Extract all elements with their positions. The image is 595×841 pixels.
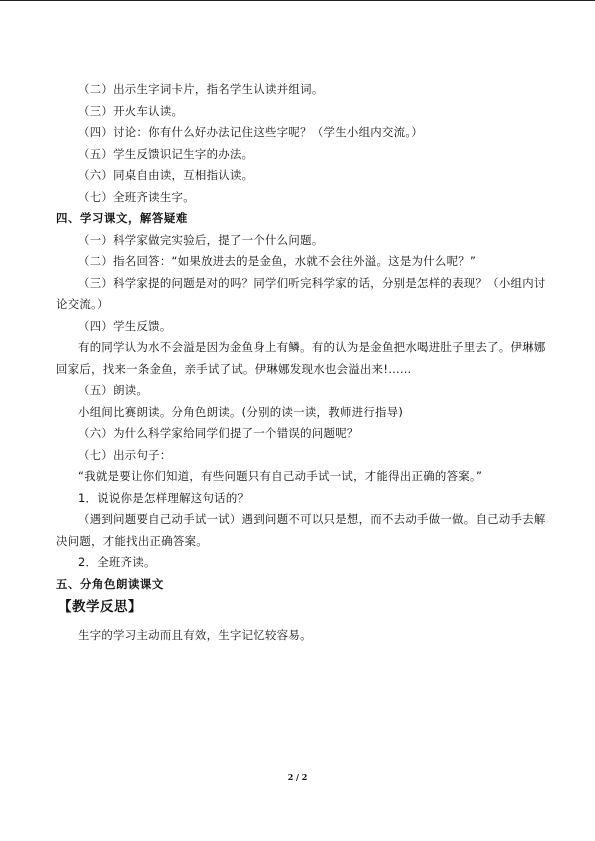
text-line: （六）同桌自由读，互相指认读。	[78, 168, 254, 182]
text-line: （五）学生反馈识记生字的办法。	[78, 146, 254, 161]
top-border-line	[0, 0, 595, 1]
text-line: （二）指名回答：“如果放进去的是金鱼，水就不会往外溢。这是为什么呢？”	[78, 254, 477, 268]
page-number: 2 / 2	[287, 772, 308, 782]
section-heading: 四、学习课文，解答疑难	[56, 211, 188, 225]
text-paragraph: 有的同学认为水不会溢是因为金鱼身上有鳞。有的认为是金鱼把水喝进肚子里去了。伊琳娜回家后，找来一条金鱼，亲手试了试。伊琳娜发现水也会溢出来!……	[56, 340, 546, 376]
text-line: （四）学生反馈。	[78, 318, 172, 333]
text-line: （二）出示生字词卡片，指名学生认读并组词。	[78, 82, 324, 96]
document-body	[56, 79, 546, 647]
text-line: （一）科学家做完实验后，提了一个什么问题。	[78, 232, 324, 247]
text-line: （七）出示句子：	[78, 447, 172, 462]
text-line: 小组间比赛朗读。分角色朗读。(分别的读一读，教师进行指导)	[78, 404, 404, 419]
reflection-title: 【教学反思】	[58, 599, 142, 615]
text-line: （四）讨论：你有什么好办法记住这些字呢？（学生小组内交流。）	[78, 125, 424, 139]
text-line: （六）为什么科学家给同学们提了一个错误的问题呢？	[78, 426, 359, 440]
quote-line: “我就是要让你们知道，有些问题只有自己动手试一试，才能得出正确的答案。”	[78, 469, 483, 483]
text-line: （七）全班齐读生字。	[78, 189, 195, 204]
text-paragraph: （三）科学家提的问题是对的吗？同学们听完科学家的话，分别是怎样的表现？（小组内讨论交流。）	[56, 275, 546, 311]
text-line: 1．说说你是怎样理解这句话的？	[78, 490, 250, 505]
text-paragraph: （遇到问题要自己动手试一试）遇到问题不可以只是想，而不去动手做一做。自己动手去解决问题，才能找出正确答案。	[56, 512, 546, 548]
text-line: （三）开火车认读。	[78, 103, 184, 118]
text-line: （五）朗读。	[78, 383, 149, 397]
reflection-body: 生字的学习主动而且有效，生字记忆较容易。	[78, 628, 312, 642]
section-heading: 五、分角色朗读课文	[56, 576, 164, 591]
text-line: 2．全班齐读。	[78, 555, 156, 569]
